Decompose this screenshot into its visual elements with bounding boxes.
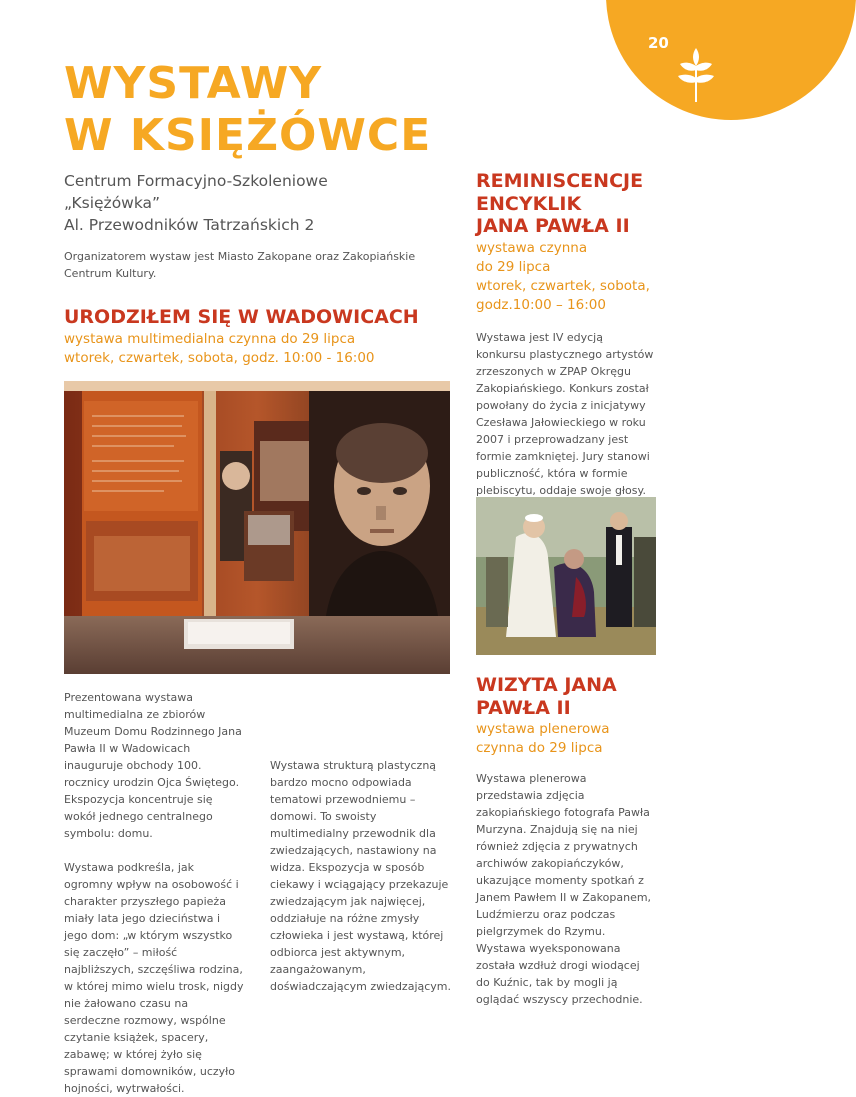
venue-line-1: Centrum Formacyjno-Szkoleniowe bbox=[64, 172, 328, 190]
page-title bbox=[64, 58, 431, 162]
exhibit3-title-line-1: WIZYTA JANA bbox=[476, 674, 617, 696]
exhibit1-title: URODZIŁEM SIĘ W WADOWICACH bbox=[64, 306, 419, 328]
exhibit3-title bbox=[476, 674, 676, 719]
exhibit2-title-line-1: REMINISCENCJE bbox=[476, 170, 644, 192]
exhibit3-subtitle bbox=[476, 720, 676, 758]
exhibit1-subtitle-line-2: wtorek, czwartek, sobota, godz. 10:00 - 16:00 bbox=[64, 350, 375, 366]
exhibit2-description: Wystawa jest IV edycją konkursu plastycznego artystów zrzeszonych w ZPAP Okręgu Zakopiańskiego. Konkurs został powołany do życia z inicjatywy Czesława Jałowieckiego w roku 2007 i przeprowadzany jest formie zamkniętej. Jury stanowi publiczność, która w formie plebiscytu, oddaje swoje głosy. bbox=[476, 331, 654, 497]
exhibit3-title-line-2: PAWŁA II bbox=[476, 696, 571, 719]
venue-info bbox=[64, 170, 328, 236]
wheat-icon bbox=[672, 40, 720, 104]
exhibit3-subtitle-line-2: czynna do 29 lipca bbox=[476, 740, 603, 756]
organizer-note: Organizatorem wystaw jest Miasto Zakopane oraz Zakopiańskie Centrum Kultury. bbox=[64, 250, 416, 280]
page-number: 20 bbox=[648, 34, 669, 52]
pope-visit-photo bbox=[476, 497, 656, 655]
exhibit2-title-line-2: ENCYKLIK bbox=[476, 192, 582, 215]
exhibit1-paragraph-2: Wystawa podkreśla, jak ogromny wpływ na osobowość i charakter przyszłego papieża miały lata jego dzieciństwa i jego dom: „w którym wszystko się zaczęło” – miłość najbliższych, szczęśliwa rodzina, w której mimo wielu trosk, nigdy nie żałowano czasu na serdeczne rozmowy, wspólne czytanie książek, spacery, zabawę; w której żyło się sprawami domowników, uczyło hojności, wytrwałości. bbox=[64, 861, 244, 1095]
exhibit3-description: Wystawa plenerowa przedstawia zdjęcia zakopiańskiego fotografa Pawła Murzyna. Znajdują się na niej również zdjęcia z prywatnych archiwów zakopiańczyków, ukazujące momenty spotkań z Janem Pawłem II w Zakopanem, Ludźmierzu oraz podczas pielgrzymek do Rzymu. Wystawa wyeksponowana została wzdłuż drogi wiodącej do Kuźnic, tak by mogli ją oglądać wszyscy przechodnie. bbox=[476, 772, 652, 1006]
corner-decoration bbox=[606, 0, 856, 120]
exhibit2-subtitle-line-2: do 29 lipca bbox=[476, 259, 551, 275]
title-line-2: W KSIĘŻÓWCE bbox=[64, 110, 432, 161]
exhibit2-subtitle-line-4: godz.10:00 – 16:00 bbox=[476, 297, 606, 313]
title-line-1: WYSTAWY bbox=[64, 58, 323, 109]
exhibit1-paragraph-3: Wystawa strukturą plastyczną bardzo mocno odpowiada tematowi przewodniemu – domowi. To swoisty multimedialny przewodnik dla zwiedzających, nastawiony na widza. Ekspozycja w sposób ciekawy i wciągający przekazuje zwiedzającym jak najwięcej, oddziałuje na różne zmysły człowieka i jest wystawą, której odbiorca jest aktywnym, zaangażowanym, doświadczającym zwiedzającym. bbox=[270, 759, 452, 993]
exhibit2-subtitle bbox=[476, 239, 676, 315]
exhibition-photo bbox=[64, 381, 450, 674]
exhibit1-paragraph-1: Prezentowana wystawa multimedialna ze zbiorów Muzeum Domu Rodzinnego Jana Pawła II w Wadowicach inauguruje obchody 100. rocznicy urodzin Ojca Świętego. Ekspozycja koncentruje się wokół jednego centralnego symbolu: domu. bbox=[64, 691, 242, 840]
venue-line-3: Al. Przewodników Tatrzańskich 2 bbox=[64, 216, 315, 234]
exhibit1-column-1 bbox=[64, 689, 246, 1095]
exhibit2-subtitle-line-3: wtorek, czwartek, sobota, bbox=[476, 278, 650, 294]
exhibit1-column-2 bbox=[270, 689, 452, 1012]
exhibit2-title-line-3: JANA PAWŁA II bbox=[476, 215, 630, 237]
exhibit2-subtitle-line-1: wystawa czynna bbox=[476, 240, 588, 256]
exhibit1-subtitle-line-1: wystawa multimedialna czynna do 29 lipca bbox=[64, 331, 356, 347]
venue-line-2: „Księżówka” bbox=[64, 194, 161, 212]
exhibit3-subtitle-line-1: wystawa plenerowa bbox=[476, 721, 610, 737]
exhibit2-title bbox=[476, 170, 676, 238]
exhibit1-subtitle bbox=[64, 330, 375, 368]
